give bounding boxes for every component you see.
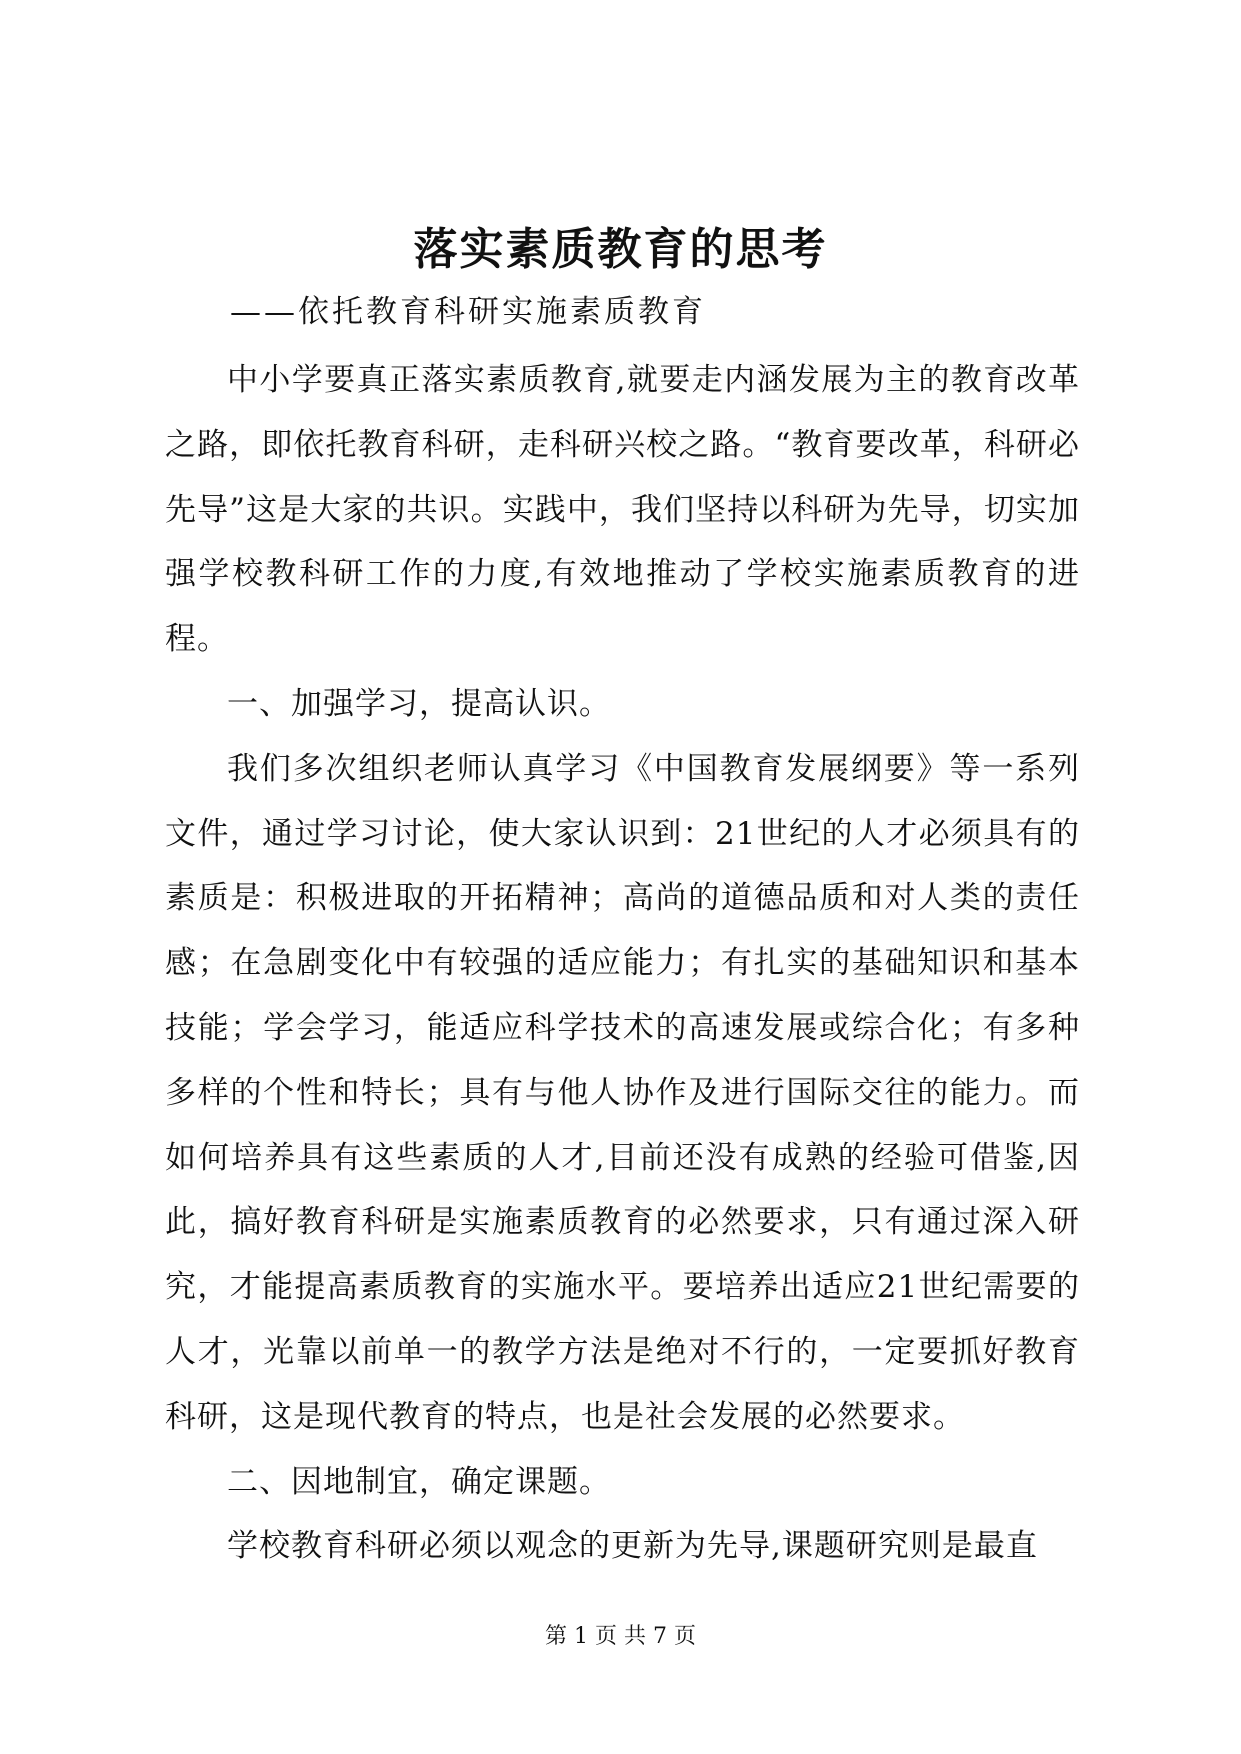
section-heading-2: 二、因地制宜，确定课题。 <box>227 1463 611 1500</box>
page-footer: 第 1 页 共 7 页 <box>545 1624 696 1649</box>
paragraph-intro: 中小学要真正落实素质教育,就要走内涵发展为主的教育改革之路，即依托教育科研，走科研兴校之路。“教育要改革，科研必先导”这是大家的共识。实践中，我们坚持以科研为先导，切实加强学校教科研工作的力度,有效地推动了学校实施素质教育的进程。 <box>165 362 1080 658</box>
document-body <box>165 348 1080 1579</box>
page-title: 落实素质教育的思考 <box>413 224 828 275</box>
section-heading-1: 一、加强学习，提高认识。 <box>227 685 611 722</box>
page-subtitle: ——依托教育科研实施素质教育 <box>230 294 706 330</box>
paragraph-section-2: 学校教育科研必须以观念的更新为先导,课题研究则是最直 <box>227 1528 1038 1565</box>
paragraph-section-1: 我们多次组织老师认真学习《中国教育发展纲要》等一系列文件，通过学习讨论，使大家认识到：21世纪的人才必须具有的素质是：积极进取的开拓精神；高尚的道德品质和对人类的责任感；在急剧变化中有较强的适应能力；有扎实的基础知识和基本技能；学会学习，能适应科学技术的高速发展或综合化；有多种多样的个性和特长；具有与他人协作及进行国际交往的能力。而如何培养具有这些素质的人才,目前还没有成熟的经验可借鉴,因此，搞好教育科研是实施素质教育的必然要求，只有通过深入研究，才能提高素质教育的实施水平。要培养出适应21世纪需要的人才，光靠以前单一的教学方法是绝对不行的，一定要抓好教育科研，这是现代教育的特点，也是社会发展的必然要求。 <box>165 750 1080 1435</box>
